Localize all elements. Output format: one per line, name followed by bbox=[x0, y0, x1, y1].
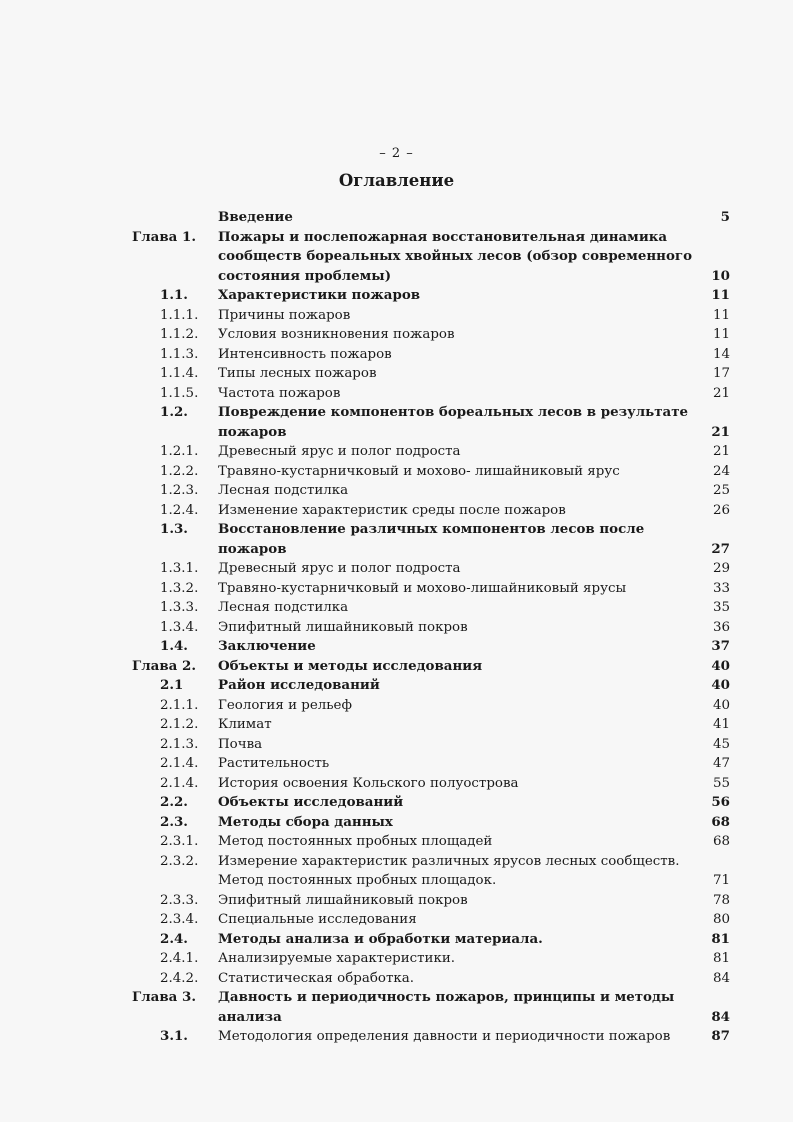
toc-entry-title: Климат bbox=[218, 717, 272, 732]
toc-entry-page: 87 bbox=[711, 1028, 730, 1044]
toc-entry-page: 40 bbox=[712, 697, 730, 713]
toc-entry-title: Статистическая обработка. bbox=[218, 970, 414, 986]
toc-entry bbox=[130, 345, 734, 365]
toc-entry-page: 84 bbox=[711, 1008, 730, 1025]
toc-entry-page: 26 bbox=[712, 502, 730, 518]
toc-entry-title: Древесный ярус и полог подроста bbox=[218, 561, 461, 576]
toc-entry-label: 1.2.2. bbox=[160, 463, 199, 479]
toc-entry-title: Причины пожаров bbox=[218, 307, 351, 323]
toc-entry-title: Давность и периодичность пожаров, принципы и методы анализа bbox=[218, 989, 675, 1025]
toc-entry-title: Типы лесных пожаров bbox=[218, 366, 377, 381]
toc-entry-page: 11 bbox=[711, 287, 730, 303]
toc-entry-page: 35 bbox=[712, 600, 730, 615]
toc-entry-title: Методы сбора данных bbox=[218, 813, 393, 830]
toc-entry-title: Древесный ярус и полог подроста bbox=[218, 444, 461, 459]
toc-entry-page: 71 bbox=[712, 873, 730, 888]
toc-entry bbox=[130, 442, 734, 462]
toc-entry bbox=[130, 520, 734, 559]
toc-entry bbox=[130, 364, 734, 384]
toc-entry-title: Введение bbox=[218, 209, 293, 225]
toc-entry-page: 11 bbox=[712, 327, 730, 342]
toc-entry bbox=[130, 735, 734, 755]
toc-entry-label: 1.2.4. bbox=[160, 502, 199, 518]
toc-entry-title: Повреждение компонентов бореальных лесов в результате пожаров bbox=[218, 404, 689, 440]
toc-entry-label: 1.1.2. bbox=[160, 327, 199, 342]
toc-entry-page: 55 bbox=[712, 775, 730, 791]
toc-entry-title: Район исследований bbox=[218, 677, 380, 693]
toc-entry-title: Лесная подстилка bbox=[218, 483, 349, 498]
toc-entry-page: 68 bbox=[711, 813, 730, 830]
toc-entry-title: Характеристики пожаров bbox=[218, 287, 421, 303]
toc-entry-page: 41 bbox=[712, 717, 730, 732]
toc-entry-title: Пожары и послепожарная восстановительная динамика сообществ бореальных хвойных лесов (обзор современного состояния проблемы) bbox=[218, 228, 693, 284]
toc-entry bbox=[130, 325, 734, 345]
toc-heading: Оглавление bbox=[338, 171, 455, 190]
toc-entry-page: 25 bbox=[712, 483, 730, 498]
toc-entry-page: 21 bbox=[712, 444, 730, 459]
toc-entry-page: 14 bbox=[712, 346, 730, 362]
toc-entry bbox=[130, 228, 734, 287]
toc-entry-label: 1.1.1. bbox=[160, 307, 199, 323]
toc-entry-label: 2.2. bbox=[160, 794, 188, 810]
toc-entry bbox=[130, 306, 734, 326]
toc-entry bbox=[130, 481, 734, 501]
toc-entry-title: Эпифитный лишайниковый покров bbox=[218, 892, 468, 908]
toc-entry-label: 1.4. bbox=[160, 638, 188, 654]
toc-entry-label: 1.2.1. bbox=[160, 444, 199, 459]
toc-entry bbox=[130, 793, 734, 813]
toc-entry-label: Глава 2. bbox=[132, 657, 196, 674]
toc-entry-title: Объекты исследований bbox=[218, 794, 404, 810]
toc-entry bbox=[130, 286, 734, 306]
toc-entry-page: 47 bbox=[712, 756, 730, 771]
toc-entry bbox=[130, 949, 734, 969]
toc-entry-label: 1.1.5. bbox=[160, 385, 199, 401]
toc-entry-page: 81 bbox=[711, 930, 730, 947]
toc-entry-page: 84 bbox=[712, 970, 730, 986]
toc-entry bbox=[130, 559, 734, 579]
toc-entry-page: 21 bbox=[712, 385, 730, 401]
toc-entry bbox=[130, 501, 734, 521]
toc-entry-label: 1.1.4. bbox=[160, 366, 199, 381]
toc-entry-title: Изменение характеристик среды после пожаров bbox=[218, 502, 566, 518]
toc-entry-label: Глава 1. bbox=[132, 228, 196, 245]
toc-entry bbox=[130, 988, 734, 1027]
toc-entry-label: 1.3. bbox=[160, 521, 188, 537]
toc-entry-label: 2.3.4. bbox=[160, 912, 199, 927]
toc-entry-page: 80 bbox=[712, 912, 730, 927]
toc-entry bbox=[130, 696, 734, 716]
toc-entry bbox=[130, 754, 734, 774]
toc-entry-label: 1.1.3. bbox=[160, 346, 199, 362]
toc-entry-page: 37 bbox=[711, 638, 730, 654]
toc-entry-title: Условия возникновения пожаров bbox=[218, 327, 455, 342]
toc-entry-title: Метод постоянных пробных площадей bbox=[218, 834, 493, 849]
toc-entry bbox=[130, 208, 734, 228]
toc-entry-label: 1.2. bbox=[160, 404, 188, 420]
toc-entry-page: 17 bbox=[712, 366, 730, 381]
toc-entry-label: 2.4.1. bbox=[160, 951, 199, 966]
toc-entry-title: Специальные исследования bbox=[218, 912, 417, 927]
toc-entry-page: 27 bbox=[711, 540, 730, 557]
toc-entry-title: Почва bbox=[218, 736, 263, 752]
toc-entry-title: Травяно-кустарничковый и мохово- лишайниковый ярус bbox=[218, 463, 620, 479]
toc-entry-page: 33 bbox=[712, 580, 730, 596]
toc-entry-label: 1.1. bbox=[160, 287, 188, 303]
toc-entry-page: 36 bbox=[712, 619, 730, 635]
toc-entry-title: Восстановление различных компонентов лесов после пожаров bbox=[218, 521, 645, 557]
toc-entry bbox=[130, 598, 734, 618]
toc-entry-label: 2.1.2. bbox=[160, 717, 199, 732]
page-number: – 2 – bbox=[379, 146, 414, 161]
toc-entry-label: 2.3.1. bbox=[160, 834, 199, 849]
toc-entry bbox=[130, 774, 734, 794]
toc-entry bbox=[130, 579, 734, 599]
toc-entry-title: Измерение характеристик различных ярусов лесных сообществ. Метод постоянных пробных площадок. bbox=[218, 853, 680, 888]
toc-entry-page: 45 bbox=[712, 736, 730, 752]
toc-entry-title: Интенсивность пожаров bbox=[218, 346, 392, 362]
toc-entry-label: 3.1. bbox=[160, 1028, 188, 1044]
toc-entry-label: 2.4. bbox=[160, 930, 188, 947]
toc-entry-title: Растительность bbox=[218, 756, 330, 771]
toc-entry bbox=[130, 715, 734, 735]
toc-entry bbox=[130, 637, 734, 657]
toc-entry bbox=[130, 1027, 734, 1047]
toc-entry-title: Анализируемые характеристики. bbox=[218, 951, 456, 966]
toc-entry bbox=[130, 969, 734, 989]
toc-entry-page: 29 bbox=[712, 561, 730, 576]
toc-entry-page: 56 bbox=[711, 794, 730, 810]
toc-entry-title: Частота пожаров bbox=[218, 385, 341, 401]
toc-entry-label: 1.3.2. bbox=[160, 580, 199, 596]
toc-entry-title: История освоения Кольского полуострова bbox=[218, 775, 519, 791]
toc-entry-page: 11 bbox=[712, 307, 730, 323]
toc-entry-label: 2.1 bbox=[160, 677, 184, 693]
toc-entry bbox=[130, 462, 734, 482]
toc-entry-title: Методы анализа и обработки материала. bbox=[218, 930, 543, 947]
toc-entry-page: 5 bbox=[720, 209, 730, 225]
toc-entry-title: Объекты и методы исследования bbox=[218, 657, 483, 674]
toc-entry-title: Травяно-кустарничковый и мохово-лишайниковый ярусы bbox=[218, 580, 627, 596]
toc-entry-page: 40 bbox=[711, 657, 730, 674]
toc-entry-label: 2.3.3. bbox=[160, 892, 199, 908]
toc-entry-label: 2.4.2. bbox=[160, 970, 199, 986]
toc-entry-page: 10 bbox=[711, 267, 730, 284]
toc-entry-page: 78 bbox=[712, 892, 730, 908]
toc-entry-title: Геология и рельеф bbox=[218, 697, 352, 713]
toc-entry-label: 2.1.1. bbox=[160, 697, 199, 713]
toc-entry-label: 2.3.2. bbox=[160, 853, 199, 869]
toc-entry bbox=[130, 403, 734, 442]
toc-entry bbox=[130, 891, 734, 911]
toc-entry-page: 68 bbox=[712, 834, 730, 849]
toc-entry bbox=[130, 930, 734, 950]
toc-entry-title: Лесная подстилка bbox=[218, 600, 349, 615]
toc-entry-title: Заключение bbox=[218, 638, 316, 654]
table-of-contents bbox=[130, 208, 734, 1047]
toc-entry-page: 21 bbox=[711, 423, 730, 440]
toc-entry bbox=[130, 618, 734, 638]
toc-entry bbox=[130, 384, 734, 404]
toc-entry bbox=[130, 813, 734, 833]
toc-entry-label: 1.3.4. bbox=[160, 619, 199, 635]
toc-entry-label: 1.3.1. bbox=[160, 561, 199, 576]
toc-entry-label: 2.1.4. bbox=[160, 756, 199, 771]
toc-entry-label: Глава 3. bbox=[132, 989, 196, 1005]
toc-entry-title: Методология определения давности и периодичности пожаров bbox=[218, 1029, 671, 1044]
toc-entry-label: 1.3.3. bbox=[160, 600, 199, 615]
toc-entry bbox=[130, 657, 734, 677]
toc-entry-title: Эпифитный лишайниковый покров bbox=[218, 619, 468, 635]
toc-entry bbox=[130, 676, 734, 696]
toc-entry bbox=[130, 832, 734, 852]
toc-entry-page: 24 bbox=[712, 463, 730, 479]
toc-entry-label: 1.2.3. bbox=[160, 483, 199, 498]
toc-entry-label: 2.1.4. bbox=[160, 775, 199, 791]
toc-entry bbox=[130, 910, 734, 930]
toc-entry bbox=[130, 852, 734, 891]
toc-entry-page: 40 bbox=[711, 677, 730, 693]
toc-entry-label: 2.3. bbox=[160, 813, 188, 830]
toc-entry-page: 81 bbox=[712, 951, 730, 966]
toc-entry-label: 2.1.3. bbox=[160, 736, 199, 752]
